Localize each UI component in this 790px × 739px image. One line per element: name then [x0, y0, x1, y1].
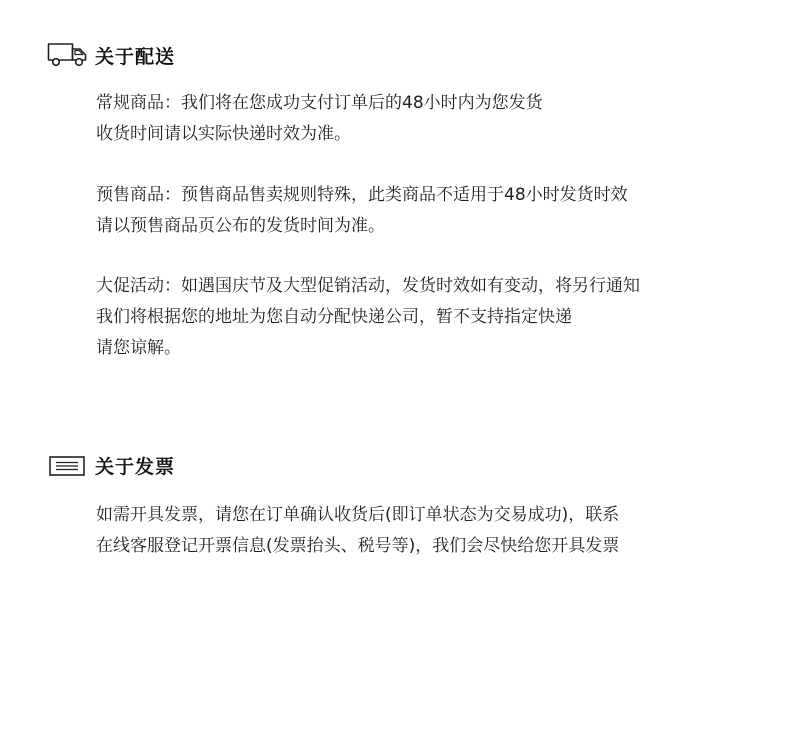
shipping-promotion-paragraph — [96, 271, 640, 364]
paragraph-line: 在线客服登记开票信息(发票抬头、税号等)，我们会尽快给您开具发票 — [96, 536, 620, 556]
shipping-presale-goods-paragraph — [96, 180, 628, 242]
paragraph-line: 常规商品：我们将在您成功支付订单后的48小时内为您发货 — [96, 93, 543, 113]
paragraph-line: 大促活动：如遇国庆节及大型促销活动，发货时效如有变动，将另行通知 — [96, 276, 640, 296]
invoice-section-title: 关于发票 — [95, 455, 176, 478]
invoice-paragraph — [96, 500, 619, 562]
shipping-normal-goods-paragraph — [96, 88, 543, 150]
paragraph-line: 请您谅解。 — [96, 338, 181, 358]
paragraph-line: 收货时间请以实际快递时效为准。 — [96, 124, 351, 144]
paragraph-line: 请以预售商品页公布的发货时间为准。 — [96, 216, 385, 236]
delivery-truck-icon — [47, 40, 95, 70]
invoice-section-header — [47, 450, 175, 480]
shipping-section-title: 关于配送 — [95, 45, 176, 68]
paragraph-line: 如需开具发票，请您在订单确认收货后(即订单状态为交易成功)，联系 — [96, 505, 620, 525]
invoice-document-icon — [47, 450, 95, 480]
paragraph-line: 我们将根据您的地址为您自动分配快递公司，暂不支持指定快递 — [96, 307, 572, 327]
shipping-section-header — [47, 40, 175, 70]
paragraph-line: 预售商品：预售商品售卖规则特殊，此类商品不适用于48小时发货时效 — [96, 185, 628, 205]
